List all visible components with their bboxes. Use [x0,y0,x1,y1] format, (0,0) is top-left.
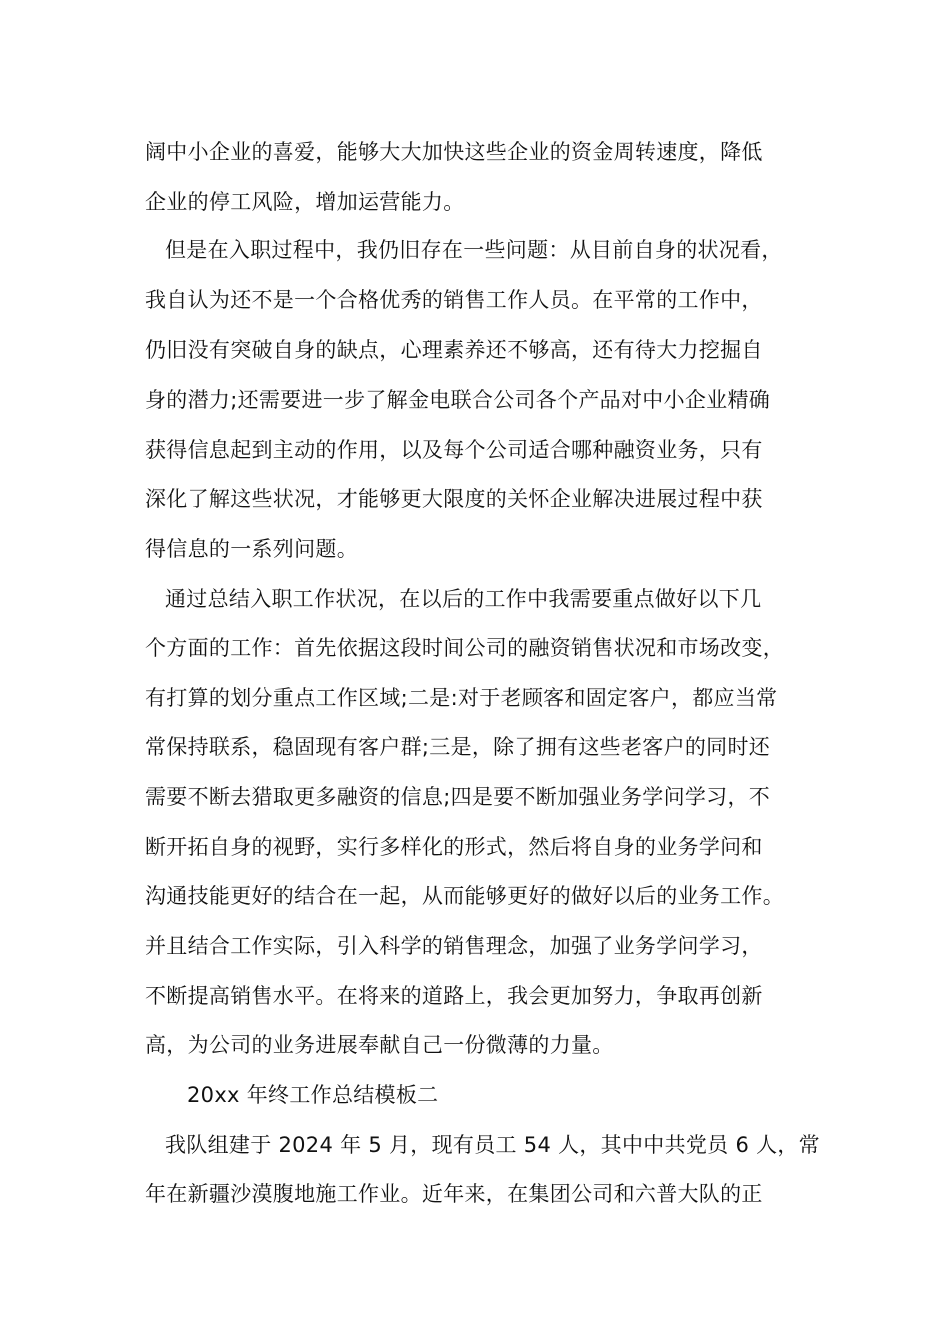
text-line: 个方面的工作：首先依据这段时间公司的融资销售状况和市场改变， [145,636,784,660]
text-line: 我自认为还不是一个合格优秀的销售工作人员。在平常的工作中， [145,288,763,312]
text-line: 年在新疆沙漠腹地施工作业。近年来，在集团公司和六普大队的正 [145,1182,763,1206]
text-line: 并且结合工作实际，引入科学的销售理念，加强了业务学问学习， [145,934,763,958]
text-line: 沟通技能更好的结合在一起，从而能够更好的做好以后的业务工作。 [145,884,784,908]
text-line: 断开拓自身的视野，实行多样化的形式，然后将自身的业务学问和 [145,835,763,859]
text-line: 常保持联系，稳固现有客户群;三是，除了拥有这些老客户的同时还 [145,735,771,759]
text-line: 身的潜力;还需要进一步了解金电联合公司各个产品对中小企业精确 [145,388,771,412]
text-line: 高，为公司的业务进展奉献自己一份微薄的力量。 [145,1033,614,1057]
paragraph-start-line: 我队组建于 2024 年 5 月，现有员工 54 人，其中中共党员 6 人，常 [165,1133,820,1157]
text-line: 仍旧没有突破自身的缺点，心理素养还不够高，还有待大力挖掘自 [145,338,763,362]
paragraph-start-line: 但是在入职过程中，我仍旧存在一些问题：从目前自身的状况看， [165,238,783,262]
text-line: 阔中小企业的喜爱，能够大大加快这些企业的资金周转速度，降低 [145,140,763,164]
text-line: 得信息的一系列问题。 [145,537,358,561]
text-line: 需要不断去猎取更多融资的信息;四是要不断加强业务学问学习，不 [145,785,771,809]
text-line: 企业的停工风险，增加运营能力。 [145,190,465,214]
text-line: 不断提高销售水平。在将来的道路上，我会更加努力，争取再创新 [145,984,763,1008]
text-line: 深化了解这些状况，才能够更大限度的关怀企业解决进展过程中获 [145,487,763,511]
text-line: 获得信息起到主动的作用，以及每个公司适合哪种融资业务，只有 [145,438,763,462]
section-heading: 20xx 年终工作总结模板二 [187,1083,439,1107]
text-line: 有打算的划分重点工作区域;二是:对于老顾客和固定客户，都应当常 [145,686,778,710]
paragraph-start-line: 通过总结入职工作状况，在以后的工作中我需要重点做好以下几 [165,587,762,611]
